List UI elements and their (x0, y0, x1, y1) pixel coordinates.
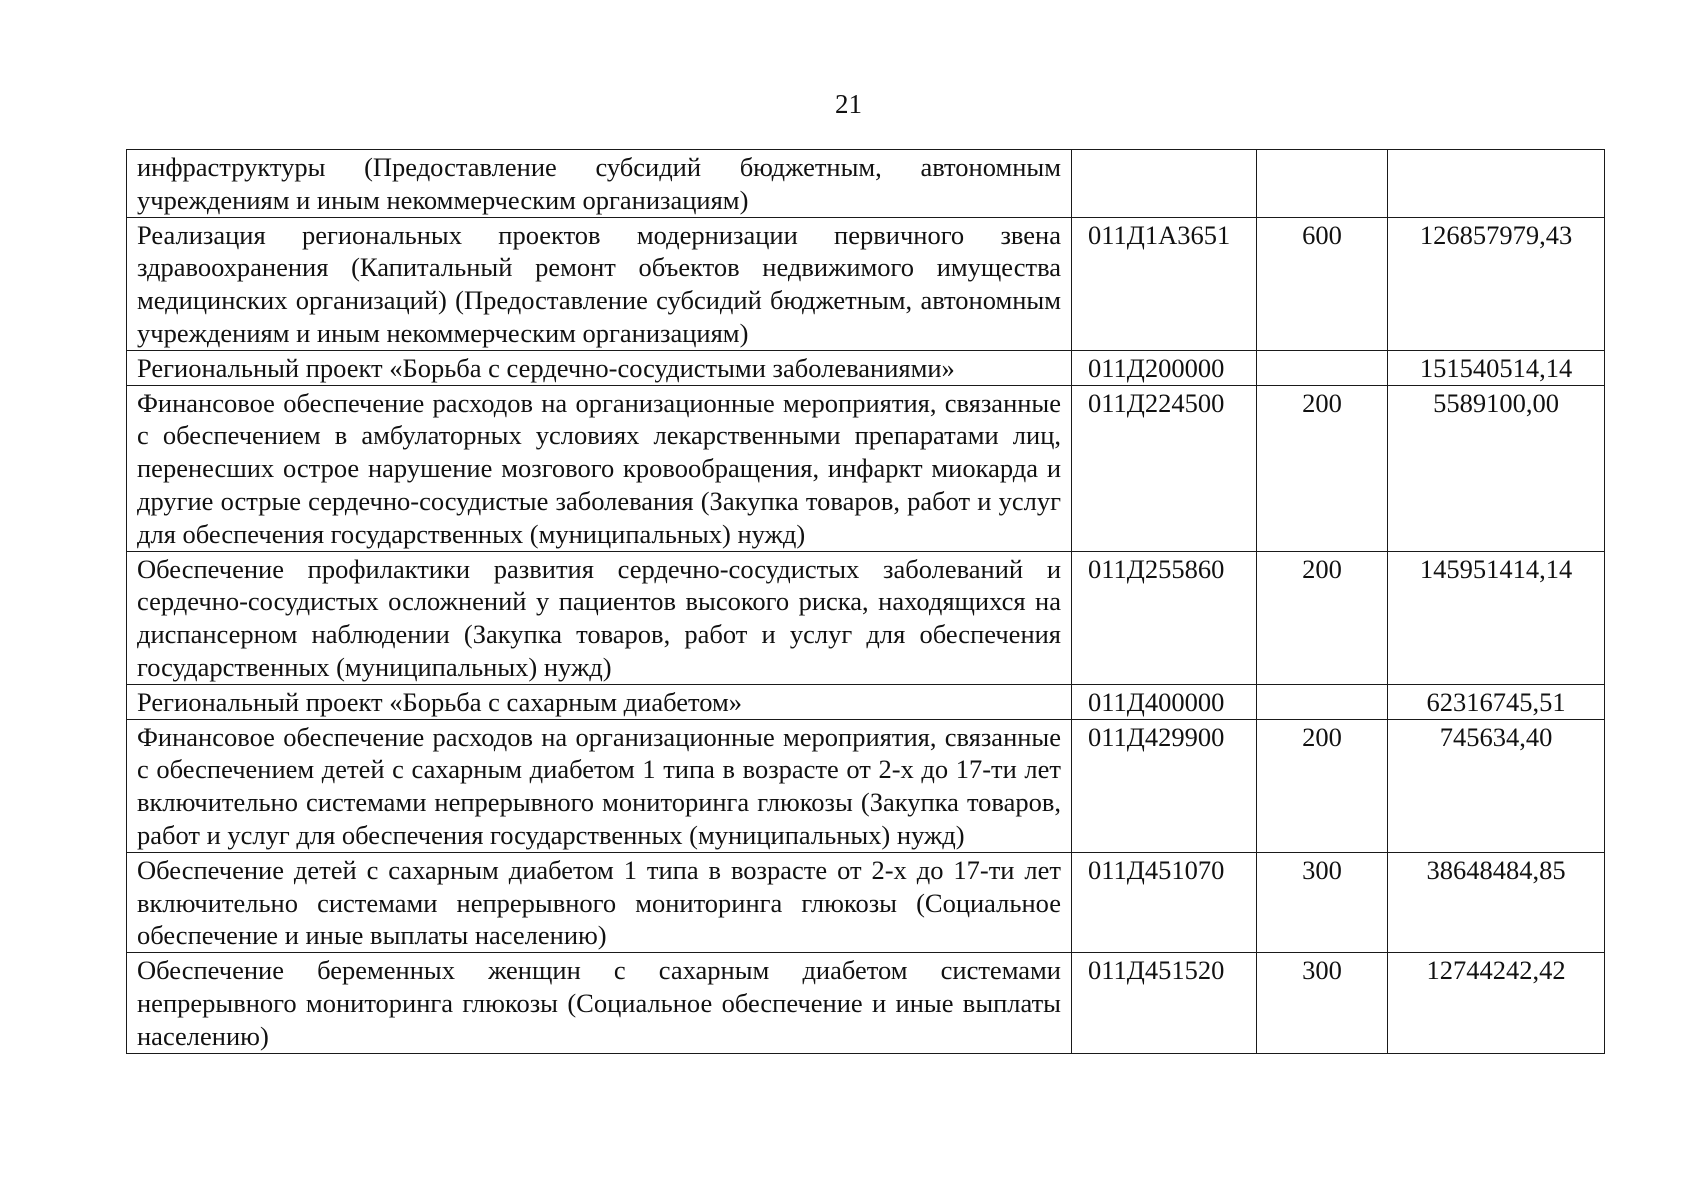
table-row (127, 217, 1605, 350)
row-amount (1388, 150, 1605, 218)
row-target-code: 011Д255860 (1072, 551, 1257, 684)
table-row (127, 953, 1605, 1053)
row-amount: 5589100,00 (1388, 385, 1605, 551)
table-row (127, 852, 1605, 952)
row-amount: 145951414,14 (1388, 551, 1605, 684)
table-row (127, 385, 1605, 551)
row-description: Региональный проект «Борьба с сердечно-сосудистыми заболеваниями» (127, 350, 1072, 385)
page-number: 21 (835, 89, 862, 119)
row-description: Обеспечение профилактики развития сердечно-сосудистых заболеваний и сердечно-сосудистых осложнений у пациентов высокого риска, находящихся на диспансерном наблюдении (Закупка товаров, работ и услуг для обеспечения государственных (муниципальных) нужд) (127, 551, 1072, 684)
row-expense-type: 300 (1257, 852, 1388, 952)
row-description: Финансовое обеспечение расходов на организационные мероприятия, связанные с обеспечением в амбулаторных условиях лекарственными препаратами лиц, перенесших острое нарушение мозгового кровообращения, инфаркт миокарда и другие острые сердечно-сосудистые заболевания (Закупка товаров, работ и услуг для обеспечения государственных (муниципальных) нужд) (127, 385, 1072, 551)
row-target-code: 011Д200000 (1072, 350, 1257, 385)
row-description: Обеспечение беременных женщин с сахарным диабетом системами непрерывного мониторинга глюкозы (Социальное обеспечение и иные выплаты населению) (127, 953, 1072, 1053)
row-description: Финансовое обеспечение расходов на организационные мероприятия, связанные с обеспечением детей с сахарным диабетом 1 типа в возрасте от 2-х до 17-ти лет включительно системами непрерывного мониторинга глюкозы (Закупка товаров, работ и услуг для обеспечения государственных (муниципальных) нужд) (127, 719, 1072, 852)
budget-table (126, 149, 1605, 1054)
row-amount: 62316745,51 (1388, 684, 1605, 719)
row-target-code (1072, 150, 1257, 218)
table-row (127, 684, 1605, 719)
row-target-code: 011Д400000 (1072, 684, 1257, 719)
row-target-code: 011Д451520 (1072, 953, 1257, 1053)
row-expense-type (1257, 350, 1388, 385)
row-expense-type: 300 (1257, 953, 1388, 1053)
row-expense-type: 200 (1257, 719, 1388, 852)
row-description: инфраструктуры (Предоставление субсидий бюджетным, автономным учреждениям и иным некоммерческим организациям) (127, 150, 1072, 218)
row-amount: 12744242,42 (1388, 953, 1605, 1053)
row-description: Реализация региональных проектов модернизации первичного звена здравоохранения (Капитальный ремонт объектов недвижимого имущества медицинских организаций) (Предоставление субсидий бюджетным, автономным учреждениям и иным некоммерческим организациям) (127, 217, 1072, 350)
row-amount: 151540514,14 (1388, 350, 1605, 385)
row-expense-type: 200 (1257, 385, 1388, 551)
row-amount: 126857979,43 (1388, 217, 1605, 350)
row-expense-type: 200 (1257, 551, 1388, 684)
table-row (127, 551, 1605, 684)
row-description: Региональный проект «Борьба с сахарным диабетом» (127, 684, 1072, 719)
table-row (127, 719, 1605, 852)
row-target-code: 011Д1А3651 (1072, 217, 1257, 350)
row-expense-type (1257, 684, 1388, 719)
row-description: Обеспечение детей с сахарным диабетом 1 типа в возрасте от 2-х до 17-ти лет включительно системами непрерывного мониторинга глюкозы (Социальное обеспечение и иные выплаты населению) (127, 852, 1072, 952)
row-amount: 745634,40 (1388, 719, 1605, 852)
row-amount: 38648484,85 (1388, 852, 1605, 952)
row-target-code: 011Д224500 (1072, 385, 1257, 551)
row-expense-type (1257, 150, 1388, 218)
table-row (127, 350, 1605, 385)
row-target-code: 011Д429900 (1072, 719, 1257, 852)
row-expense-type: 600 (1257, 217, 1388, 350)
row-target-code: 011Д451070 (1072, 852, 1257, 952)
table-row (127, 150, 1605, 218)
